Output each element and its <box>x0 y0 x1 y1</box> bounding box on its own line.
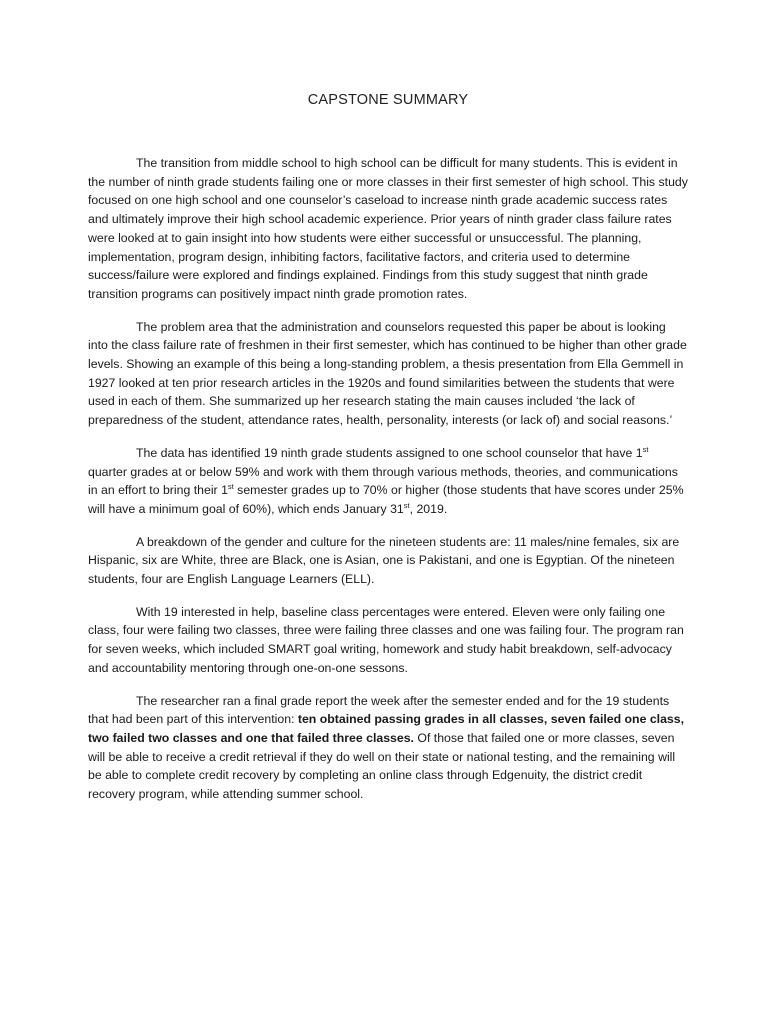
document-title: CAPSTONE SUMMARY <box>307 92 469 108</box>
paragraph-5: With 19 interested in help, baseline class percentages were entered. Eleven were only failing one class, four were failing two classes, three were failing three classes and one was failing four. The program ran for seven weeks, which included SMART goal writing, homework and study habit breakdown, self-advocacy and accountability mentoring through one-on-one sessons. <box>88 604 684 675</box>
paragraph-6-text-c: Of those that failed one or more classes, seven will be able to receive a credit retrieval if they do well on their state or national testing, and the remaining will be able to complete credit recovery by completing an online class through Edgenuity, the district credit recovery program, while attending summer school. <box>88 730 676 802</box>
paragraph-3-text-d: , 2019. <box>409 501 448 516</box>
paragraph-3 <box>88 444 688 519</box>
superscript-st: st <box>642 444 649 454</box>
paragraph-4: A breakdown of the gender and culture for the nineteen students are: 11 males/nine females, six are Hispanic, six are White, three are Black, one is Asian, one is Pakistani, and one is Egyptian. Of the nineteen students, four are English Language Learners (ELL). <box>88 534 680 587</box>
paragraph-3-text-c: semester grades up to 70% or higher (those students that have scores under 25% will have a minimum goal of 60%), which ends January 31 <box>88 483 684 516</box>
paragraph-6-bold-findings: ten obtained passing grades in all classes, seven failed one class, two failed two classes and one that failed three classes. <box>88 712 685 745</box>
paragraph-3-text-b: quarter grades at or below 59% and work with them through various methods, theories, and communications in an effort to bring their 1 <box>88 464 678 498</box>
paragraph-6 <box>88 692 688 804</box>
paragraph-6-text-a: The researcher ran a final grade report the week after the semester ended and for the 19 students that had been part of this intervention: <box>88 693 670 727</box>
superscript-st: st <box>227 482 234 492</box>
superscript-st: st <box>403 500 410 510</box>
document-page <box>88 92 688 818</box>
paragraph-3-text-a: The data has identified 19 ninth grade students assigned to one school counselor that have 1 <box>136 445 643 460</box>
paragraph-1: The transition from middle school to high school can be difficult for many students. This is evident in the number of ninth grade students failing one or more classes in their first semester of high school. This study focused on one high school and one counselor’s caseload to increase ninth grade academic success rates and ultimately improve their high school academic experience. Prior years of ninth grader class failure rates were looked at to gain insight into how students were either successful or unsuccessful. The planning, implementation, program design, inhibiting factors, facilitative factors, and criteria used to determine success/failure were explored and findings explained. Findings from this study suggest that ninth grade transition programs can positively impact ninth grade promotion rates. <box>88 156 688 301</box>
paragraph-2: The problem area that the administration and counselors requested this paper be about is looking into the class failure rate of freshmen in their first semester, which has continued to be higher than other grade levels. Showing an example of this being a long-standing problem, a thesis presentation from Ella Gemmell in 1927 looked at ten prior research articles in the 1920s and found similarities between the students that were used in each of them. She summarized up her research stating the main causes included ‘the lack of preparedness of the student, attendance rates, health, personality, interests (or lack of) and social reasons.’ <box>88 319 687 428</box>
